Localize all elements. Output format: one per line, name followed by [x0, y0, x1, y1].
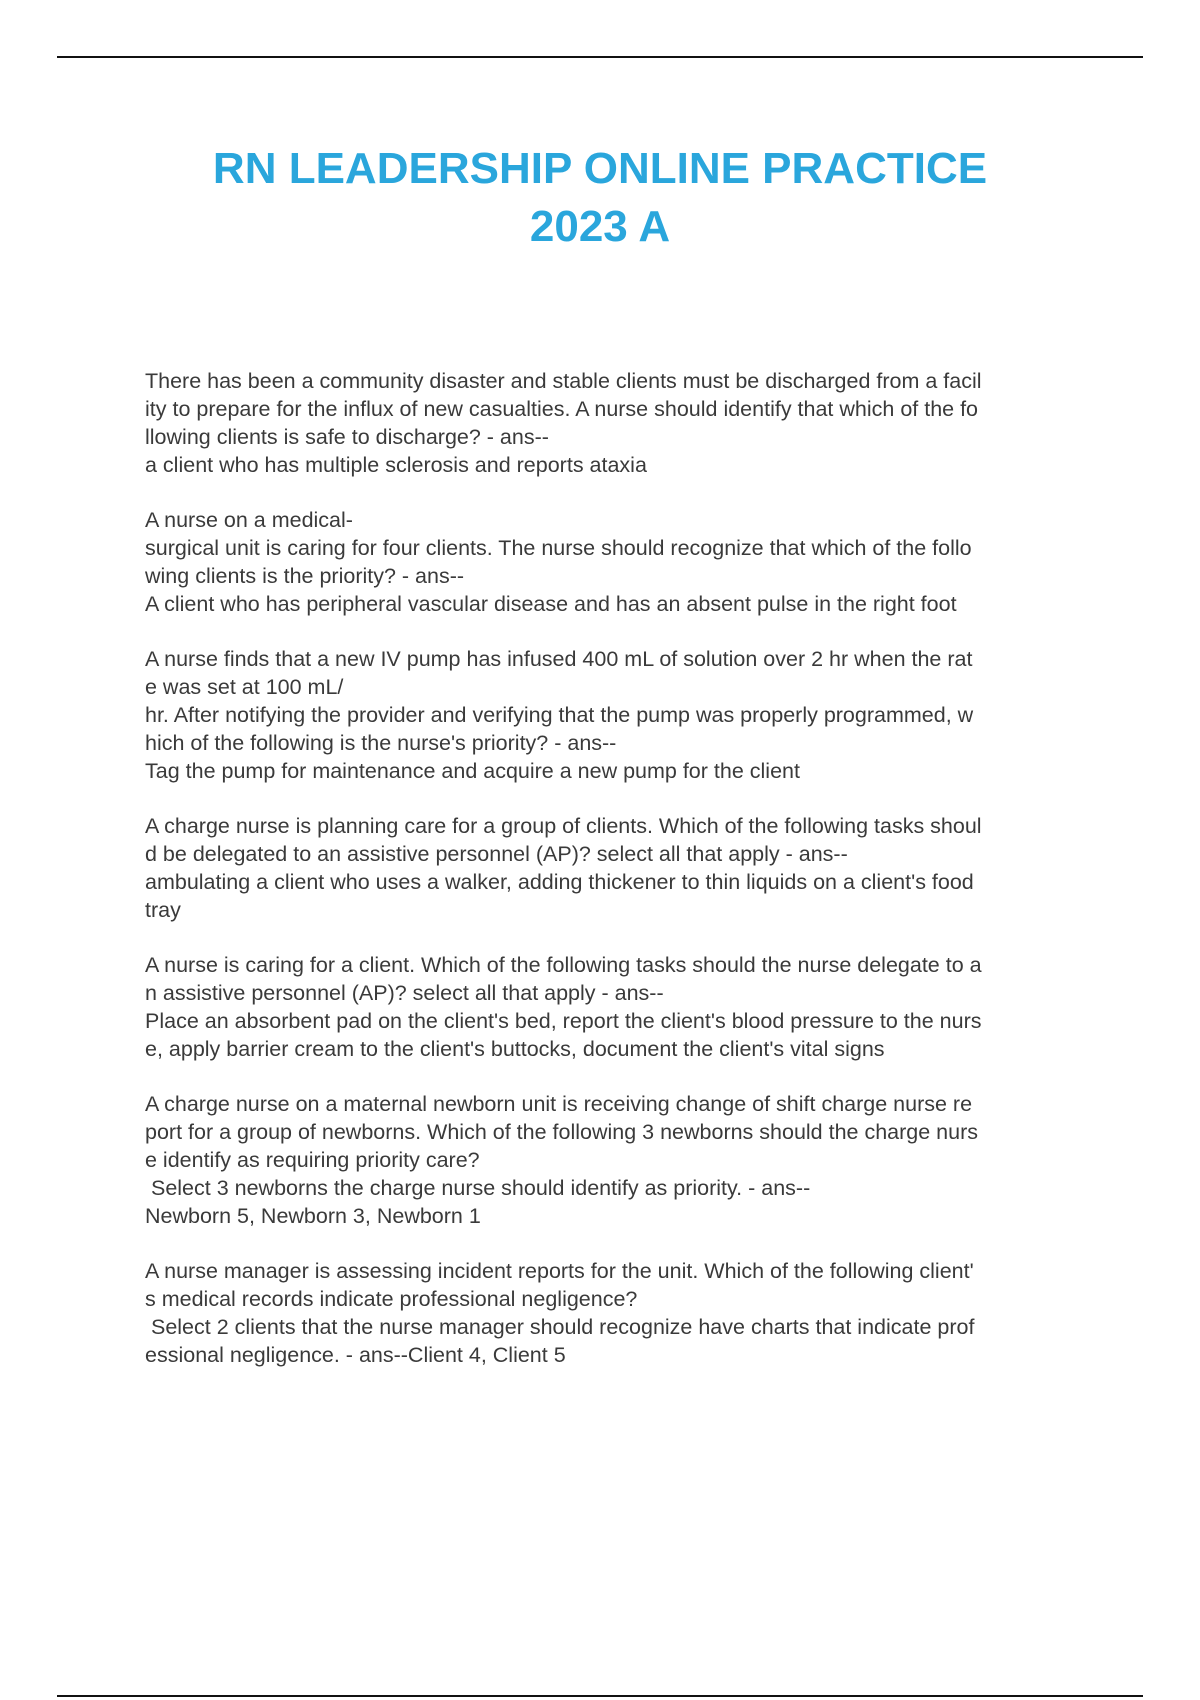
answer-line: Newborn 5, Newborn 3, Newborn 1	[145, 1204, 481, 1228]
answer-line: A client who has peripheral vascular disease and has an absent pulse in the right foot	[145, 592, 957, 616]
question-list	[145, 367, 1090, 1396]
text-line: A charge nurse on a maternal newborn unit is receiving change of shift charge nurse re	[145, 1092, 973, 1116]
document-title	[100, 140, 1100, 256]
text-line: wing clients is the priority? - ans--	[145, 564, 465, 588]
question-item	[145, 812, 1090, 924]
text-line: hr. After notifying the provider and verifying that the pump was properly programmed, w	[145, 703, 974, 727]
text-line: There has been a community disaster and stable clients must be discharged from a facil	[145, 369, 982, 393]
text-line: ity to prepare for the influx of new casualties. A nurse should identify that which of the fo	[145, 397, 979, 421]
text-line: s medical records indicate professional negligence?	[145, 1287, 638, 1311]
text-line: A nurse is caring for a client. Which of the following tasks should the nurse delegate to a	[145, 953, 982, 977]
text-line: A nurse on a medical-	[145, 508, 353, 532]
question-item	[145, 506, 1090, 618]
text-line: e was set at 100 mL/	[145, 675, 344, 699]
answer-line: tray	[145, 898, 181, 922]
question-item	[145, 1090, 1090, 1230]
title-line: 2023 A	[529, 202, 671, 251]
text-line: A nurse finds that a new IV pump has infused 400 mL of solution over 2 hr when the rat	[145, 647, 973, 671]
answer-line: Place an absorbent pad on the client's bed, report the client's blood pressure to the nurs	[145, 1009, 982, 1033]
text-line: surgical unit is caring for four clients. The nurse should recognize that which of the follo	[145, 536, 972, 560]
bottom-divider	[57, 1695, 1143, 1697]
top-divider	[57, 56, 1143, 58]
text-line: A nurse manager is assessing incident reports for the unit. Which of the following client'	[145, 1259, 974, 1283]
text-line: d be delegated to an assistive personnel (AP)? select all that apply - ans--	[145, 842, 848, 866]
answer-line: Tag the pump for maintenance and acquire a new pump for the client	[145, 759, 800, 783]
text-line: e identify as requiring priority care?	[145, 1148, 480, 1172]
answer-line: e, apply barrier cream to the client's buttocks, document the client's vital signs	[145, 1037, 885, 1061]
text-line: Select 3 newborns the charge nurse should identify as priority. - ans--	[145, 1176, 811, 1200]
title-line: RN LEADERSHIP ONLINE PRACTICE	[212, 144, 988, 193]
answer-line: ambulating a client who uses a walker, adding thickener to thin liquids on a client's food	[145, 870, 974, 894]
question-item	[145, 645, 1090, 785]
question-item	[145, 1257, 1090, 1369]
answer-line: a client who has multiple sclerosis and reports ataxia	[145, 453, 647, 477]
text-line: n assistive personnel (AP)? select all that apply - ans--	[145, 981, 664, 1005]
text-line: llowing clients is safe to discharge? - ans--	[145, 425, 549, 449]
answer-line: essional negligence. - ans--Client 4, Client 5	[145, 1343, 566, 1367]
text-line: Select 2 clients that the nurse manager should recognize have charts that indicate prof	[145, 1315, 975, 1339]
text-line: A charge nurse is planning care for a group of clients. Which of the following tasks shoul	[145, 814, 982, 838]
question-item	[145, 951, 1090, 1063]
question-item	[145, 367, 1090, 479]
text-line: hich of the following is the nurse's priority? - ans--	[145, 731, 617, 755]
text-line: port for a group of newborns. Which of the following 3 newborns should the charge nurs	[145, 1120, 979, 1144]
